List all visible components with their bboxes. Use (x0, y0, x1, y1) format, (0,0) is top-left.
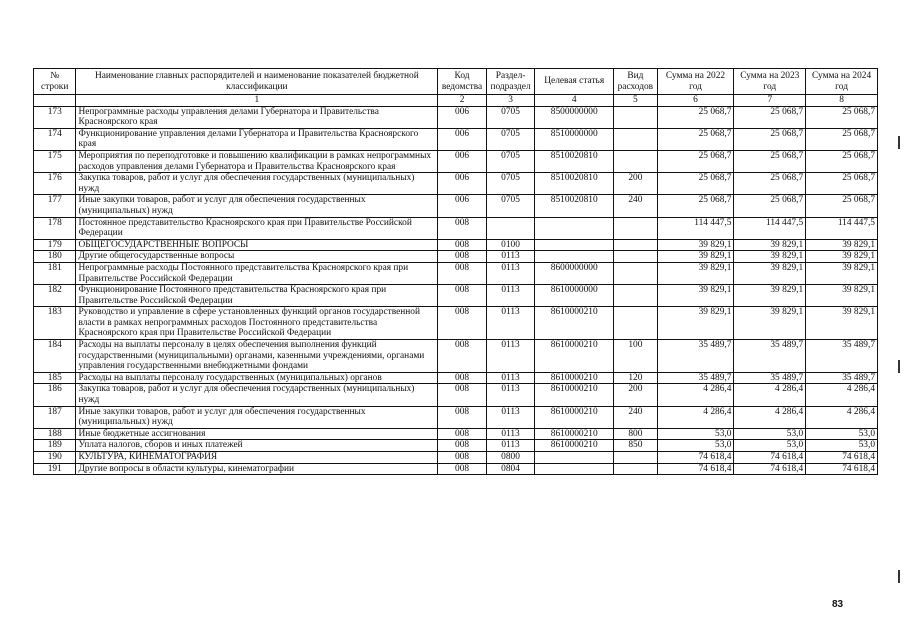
sum-2024: 4 286,4 (806, 406, 878, 428)
header-dept-code: Код ведомства (438, 69, 487, 95)
target-code: 8610000210 (535, 384, 614, 406)
row-number: 179 (34, 239, 76, 251)
row-number: 188 (34, 428, 76, 440)
section-code: 0705 (486, 128, 535, 150)
row-name: Иные закупки товаров, работ и услуг для обеспечения государственных (муниципальных) нужд (76, 195, 438, 217)
column-numbers-row (34, 95, 878, 107)
row-number: 185 (34, 372, 76, 384)
table-row (34, 428, 878, 440)
sum-2023: 74 618,4 (734, 463, 806, 475)
row-name: Иные закупки товаров, работ и услуг для обеспечения государственных (муниципальных) нужд (76, 406, 438, 428)
sum-2022: 4 286,4 (657, 406, 734, 428)
target-code (535, 217, 614, 239)
sum-2022: 39 829,1 (657, 262, 734, 284)
section-code: 0113 (486, 428, 535, 440)
sum-2023: 39 829,1 (734, 239, 806, 251)
row-number: 174 (34, 128, 76, 150)
row-number: 183 (34, 307, 76, 340)
sum-2023: 39 829,1 (734, 307, 806, 340)
expense-type (614, 128, 657, 150)
dept-code: 008 (438, 251, 487, 263)
section-code: 0705 (486, 150, 535, 172)
sum-2022: 35 489,7 (657, 372, 734, 384)
row-name: Функционирование управления делами Губернатора и Правительства Красноярского края (76, 128, 438, 150)
header-target: Целевая статья (535, 69, 614, 95)
page-number: 83 (832, 599, 844, 610)
sum-2022: 4 286,4 (657, 384, 734, 406)
sum-2022: 53,0 (657, 440, 734, 452)
header-row-number: № строки (34, 69, 76, 95)
expense-type (614, 285, 657, 307)
sum-2022: 35 489,7 (657, 340, 734, 373)
sum-2023: 53,0 (734, 428, 806, 440)
table-row (34, 217, 878, 239)
table-body (34, 95, 878, 475)
header-name: Наименование главных распорядителей и наименование показателей бюджетной классификации (76, 69, 438, 95)
target-code (535, 463, 614, 475)
table-row (34, 239, 878, 251)
expense-type: 240 (614, 406, 657, 428)
row-name: Иные бюджетные ассигнования (76, 428, 438, 440)
row-name: Закупка товаров, работ и услуг для обеспечения государственных (муниципальных) нужд (76, 384, 438, 406)
sum-2024: 35 489,7 (806, 340, 878, 373)
table-row (34, 372, 878, 384)
row-number: 178 (34, 217, 76, 239)
row-name: Расходы на выплаты персоналу государственных (муниципальных) органов (76, 372, 438, 384)
sum-2024: 4 286,4 (806, 384, 878, 406)
row-number: 176 (34, 173, 76, 195)
section-code: 0113 (486, 440, 535, 452)
budget-table (33, 68, 878, 475)
target-code (535, 452, 614, 464)
target-code: 8510020810 (535, 173, 614, 195)
section-code: 0113 (486, 372, 535, 384)
sum-2023: 35 489,7 (734, 340, 806, 373)
row-name: Закупка товаров, работ и услуг для обеспечения государственных (муниципальных) нужд (76, 173, 438, 195)
target-code: 8610000210 (535, 440, 614, 452)
table-row (34, 251, 878, 263)
sum-2022: 25 068,7 (657, 128, 734, 150)
column-number: 4 (535, 95, 614, 107)
table-row (34, 440, 878, 452)
table-row (34, 195, 878, 217)
section-code: 0800 (486, 452, 535, 464)
header-section: Раздел-подраздел (486, 69, 535, 95)
sum-2022: 25 068,7 (657, 150, 734, 172)
sum-2023: 4 286,4 (734, 384, 806, 406)
expense-type (614, 251, 657, 263)
dept-code: 008 (438, 463, 487, 475)
sum-2023: 25 068,7 (734, 195, 806, 217)
scan-edge-mark (898, 360, 900, 373)
row-number: 190 (34, 452, 76, 464)
scan-edge-mark (898, 570, 900, 583)
column-number: 2 (438, 95, 487, 107)
row-name: Мероприятия по переподготовке и повышению квалификации в рамках непрограммных расходов управления делами Губернатора и Правительства Красноярского края (76, 150, 438, 172)
row-number: 187 (34, 406, 76, 428)
dept-code: 008 (438, 428, 487, 440)
table-row (34, 307, 878, 340)
row-name: Расходы на выплаты персоналу в целях обеспечения выполнения функций государственными (муниципальными) органами, казенными учреждениями, органами управления государственными внебюджетными фондами (76, 340, 438, 373)
sum-2022: 25 068,7 (657, 173, 734, 195)
expense-type (614, 239, 657, 251)
expense-type (614, 150, 657, 172)
row-name: Другие вопросы в области культуры, кинематографии (76, 463, 438, 475)
row-number: 177 (34, 195, 76, 217)
sum-2023: 4 286,4 (734, 406, 806, 428)
header-expense-type: Вид расходов (614, 69, 657, 95)
sum-2023: 39 829,1 (734, 251, 806, 263)
row-name: Функционирование Постоянного представительства Красноярского края при Правительстве Российской Федерации (76, 285, 438, 307)
row-number: 173 (34, 106, 76, 128)
dept-code: 006 (438, 106, 487, 128)
section-code: 0113 (486, 285, 535, 307)
target-code: 8610000210 (535, 428, 614, 440)
table-row (34, 406, 878, 428)
expense-type (614, 262, 657, 284)
row-number: 186 (34, 384, 76, 406)
dept-code: 008 (438, 239, 487, 251)
dept-code: 008 (438, 307, 487, 340)
dept-code: 006 (438, 150, 487, 172)
expense-type (614, 106, 657, 128)
column-number (34, 95, 76, 107)
target-code: 8610000210 (535, 406, 614, 428)
sum-2024: 39 829,1 (806, 262, 878, 284)
row-name: Постоянное представительство Красноярского края при Правительстве Российской Федерации (76, 217, 438, 239)
expense-type: 100 (614, 340, 657, 373)
sum-2024: 25 068,7 (806, 173, 878, 195)
row-name: Непрограммные расходы управления делами Губернатора и Правительства Красноярского края (76, 106, 438, 128)
dept-code: 008 (438, 372, 487, 384)
target-code: 8500000000 (535, 106, 614, 128)
dept-code: 008 (438, 452, 487, 464)
dept-code: 006 (438, 128, 487, 150)
scan-edge-mark (898, 136, 900, 149)
target-code (535, 251, 614, 263)
sum-2022: 25 068,7 (657, 195, 734, 217)
target-code: 8510020810 (535, 195, 614, 217)
target-code: 8510020810 (535, 150, 614, 172)
section-code: 0113 (486, 340, 535, 373)
sum-2024: 25 068,7 (806, 195, 878, 217)
sum-2022: 39 829,1 (657, 239, 734, 251)
table-row (34, 285, 878, 307)
sum-2024: 35 489,7 (806, 372, 878, 384)
header-sum-2023: Сумма на 2023 год (734, 69, 806, 95)
column-number: 8 (806, 95, 878, 107)
expense-type: 240 (614, 195, 657, 217)
target-code: 8610000000 (535, 285, 614, 307)
table-row (34, 262, 878, 284)
sum-2023: 53,0 (734, 440, 806, 452)
table-row (34, 463, 878, 475)
expense-type (614, 307, 657, 340)
sum-2022: 39 829,1 (657, 307, 734, 340)
sum-2024: 39 829,1 (806, 239, 878, 251)
table-row (34, 340, 878, 373)
dept-code: 008 (438, 440, 487, 452)
table-row (34, 106, 878, 128)
column-number: 3 (486, 95, 535, 107)
section-code: 0705 (486, 106, 535, 128)
column-number: 1 (76, 95, 438, 107)
sum-2024: 39 829,1 (806, 307, 878, 340)
column-number: 6 (657, 95, 734, 107)
row-number: 191 (34, 463, 76, 475)
table-row (34, 128, 878, 150)
table-header (34, 69, 878, 95)
row-number: 181 (34, 262, 76, 284)
sum-2023: 35 489,7 (734, 372, 806, 384)
row-name: Руководство и управление в сфере установленных функций органов государственной власти в рамках непрограммных расходов Постоянного представительства Красноярского края при Правительстве Российской Федерации (76, 307, 438, 340)
dept-code: 008 (438, 340, 487, 373)
sum-2022: 114 447,5 (657, 217, 734, 239)
table-row (34, 150, 878, 172)
expense-type (614, 452, 657, 464)
row-number: 182 (34, 285, 76, 307)
row-number: 175 (34, 150, 76, 172)
expense-type: 850 (614, 440, 657, 452)
sum-2024: 53,0 (806, 440, 878, 452)
sum-2024: 114 447,5 (806, 217, 878, 239)
target-code: 8610000210 (535, 340, 614, 373)
section-code: 0705 (486, 195, 535, 217)
table-row (34, 452, 878, 464)
sum-2023: 25 068,7 (734, 150, 806, 172)
sum-2024: 74 618,4 (806, 452, 878, 464)
section-code: 0804 (486, 463, 535, 475)
sum-2022: 74 618,4 (657, 452, 734, 464)
sum-2023: 25 068,7 (734, 106, 806, 128)
section-code: 0705 (486, 173, 535, 195)
sum-2024: 25 068,7 (806, 106, 878, 128)
column-number: 5 (614, 95, 657, 107)
sum-2022: 39 829,1 (657, 285, 734, 307)
row-name: Непрограммные расходы Постоянного представительства Красноярского края при Правительстве Российской Федерации (76, 262, 438, 284)
target-code: 8610000210 (535, 372, 614, 384)
dept-code: 008 (438, 384, 487, 406)
section-code: 0100 (486, 239, 535, 251)
expense-type: 200 (614, 384, 657, 406)
expense-type: 200 (614, 173, 657, 195)
table-row (34, 173, 878, 195)
sum-2023: 74 618,4 (734, 452, 806, 464)
target-code (535, 239, 614, 251)
sum-2022: 25 068,7 (657, 106, 734, 128)
dept-code: 008 (438, 217, 487, 239)
dept-code: 006 (438, 195, 487, 217)
table-row (34, 384, 878, 406)
target-code: 8600000000 (535, 262, 614, 284)
section-code (486, 217, 535, 239)
target-code: 8510000000 (535, 128, 614, 150)
sum-2022: 39 829,1 (657, 251, 734, 263)
row-name: КУЛЬТУРА, КИНЕМАТОГРАФИЯ (76, 452, 438, 464)
section-code: 0113 (486, 307, 535, 340)
dept-code: 008 (438, 262, 487, 284)
sum-2024: 74 618,4 (806, 463, 878, 475)
dept-code: 006 (438, 173, 487, 195)
dept-code: 008 (438, 285, 487, 307)
expense-type: 800 (614, 428, 657, 440)
section-code: 0113 (486, 384, 535, 406)
sum-2022: 74 618,4 (657, 463, 734, 475)
expense-type (614, 217, 657, 239)
section-code: 0113 (486, 251, 535, 263)
row-name: Другие общегосударственные вопросы (76, 251, 438, 263)
sum-2024: 39 829,1 (806, 285, 878, 307)
sum-2024: 25 068,7 (806, 128, 878, 150)
dept-code: 008 (438, 406, 487, 428)
header-sum-2024: Сумма на 2024 год (806, 69, 878, 95)
row-number: 189 (34, 440, 76, 452)
sum-2024: 39 829,1 (806, 251, 878, 263)
expense-type: 120 (614, 372, 657, 384)
sum-2024: 53,0 (806, 428, 878, 440)
row-number: 184 (34, 340, 76, 373)
sum-2023: 25 068,7 (734, 128, 806, 150)
row-name: Уплата налогов, сборов и иных платежей (76, 440, 438, 452)
row-number: 180 (34, 251, 76, 263)
sum-2022: 53,0 (657, 428, 734, 440)
sum-2023: 25 068,7 (734, 173, 806, 195)
sum-2024: 25 068,7 (806, 150, 878, 172)
section-code: 0113 (486, 406, 535, 428)
header-sum-2022: Сумма на 2022 год (657, 69, 734, 95)
target-code: 8610000210 (535, 307, 614, 340)
sum-2023: 39 829,1 (734, 285, 806, 307)
sum-2023: 114 447,5 (734, 217, 806, 239)
section-code: 0113 (486, 262, 535, 284)
column-number: 7 (734, 95, 806, 107)
row-name: ОБЩЕГОСУДАРСТВЕННЫЕ ВОПРОСЫ (76, 239, 438, 251)
expense-type (614, 463, 657, 475)
sum-2023: 39 829,1 (734, 262, 806, 284)
